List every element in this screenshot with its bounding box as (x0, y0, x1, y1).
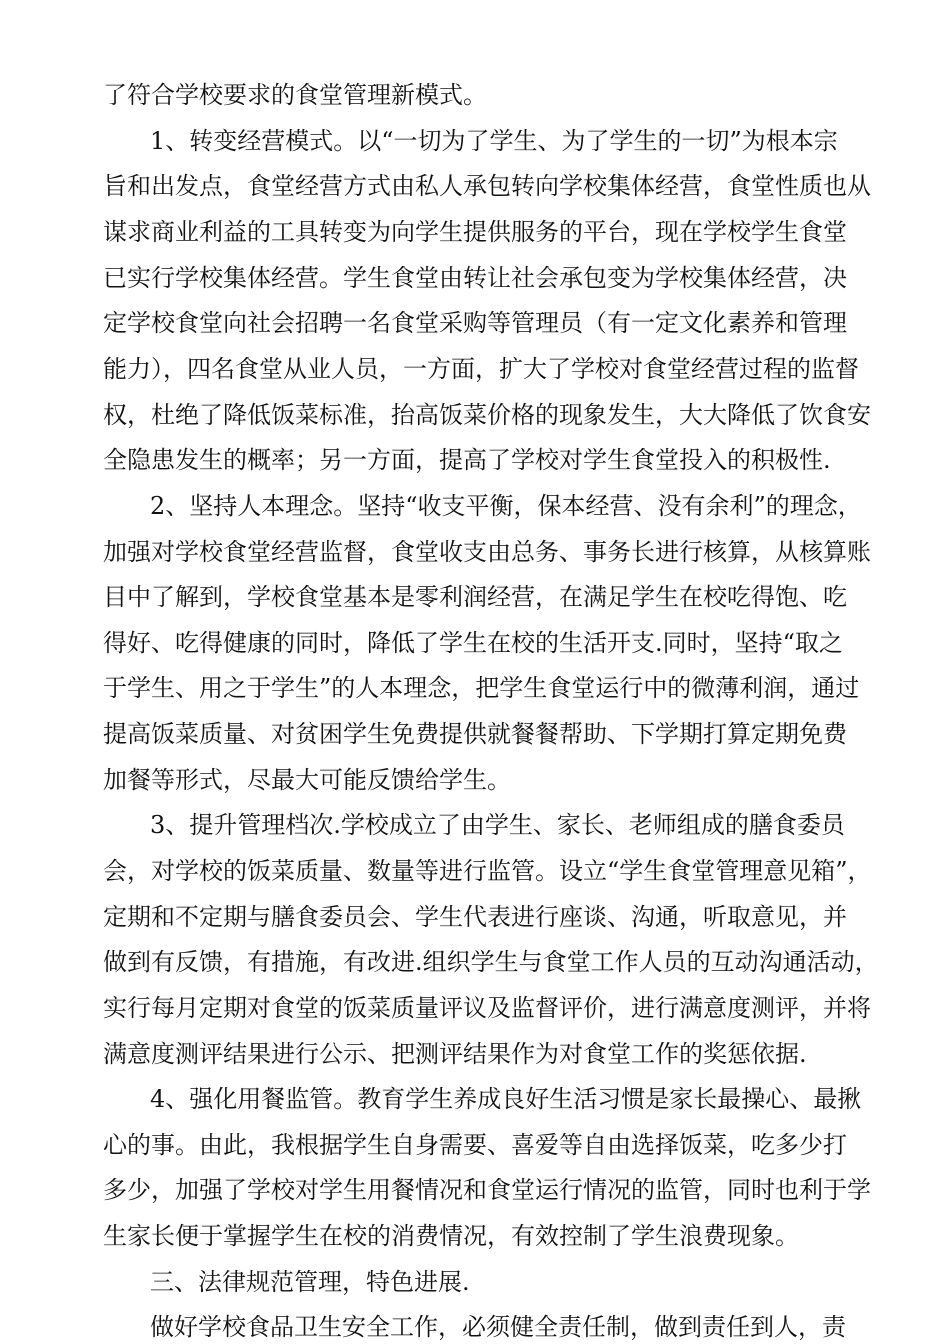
text-line: 能力），四名食堂从业人员，一方面，扩大了学校对食堂经营过程的监督 (103, 355, 859, 383)
text-line: 加餐等形式，尽最大可能反馈给学生。 (103, 766, 511, 794)
text-line: 满意度测评结果进行公示、把测评结果作为对食堂工作的奖惩依据. (103, 1040, 807, 1068)
text-line: 目中了解到，学校食堂基本是零利润经营，在满足学生在校吃得饱、吃 (103, 583, 847, 611)
text-line: 生家长便于掌握学生在校的消费情况，有效控制了学生浪费现象。 (103, 1222, 799, 1250)
text-line: 谋求商业利益的工具转变为向学生提供服务的平台，现在学校学生食堂 (103, 218, 847, 246)
text-line: 定学校食堂向社会招聘一名食堂采购等管理员（有一定文化素养和管理 (103, 309, 847, 337)
text-line: 4、强化用餐监管。教育学生养成良好生活习惯是家长最操心、最揪 (150, 1085, 862, 1113)
text-line: 3、提升管理档次.学校成立了由学生、家长、老师组成的膳食委员 (150, 811, 845, 839)
text-line: 加强对学校食堂经营监督，食堂收支由总务、事务长进行核算，从核算账 (103, 538, 871, 566)
text-line: 全隐患发生的概率；另一方面，提高了学校对学生食堂投入的积极性. (103, 446, 831, 474)
text-line: 于学生、用之于学生”的人本理念，把学生食堂运行中的微薄利润，通过 (103, 674, 860, 702)
text-line: 了符合学校要求的食堂管理新模式。 (103, 81, 487, 109)
text-line: 做到有反馈，有措施，有改进.组织学生与食堂工作人员的互动沟通活动， (103, 948, 879, 976)
text-line: 心的事。由此，我根据学生自身需要、喜爱等自由选择饭菜，吃多少打 (103, 1131, 847, 1159)
text-line: 提高饭菜质量、对贫困学生免费提供就餐餐帮助、下学期打算定期免费 (103, 720, 847, 748)
section-heading: 三、法律规范管理，特色进展. (150, 1268, 470, 1296)
text-line: 已实行学校集体经营。学生食堂由转让社会承包变为学校集体经营，决 (103, 264, 847, 292)
text-line: 1、转变经营模式。以“一切为了学生、为了学生的一切”为根本宗 (150, 127, 838, 155)
text-line: 多少，加强了学校对学生用餐情况和食堂运行情况的监管，同时也利于学 (103, 1176, 871, 1204)
text-line: 旨和出发点，食堂经营方式由私人承包转向学校集体经营，食堂性质也从 (103, 172, 871, 200)
text-line: 定期和不定期与膳食委员会、学生代表进行座谈、沟通，听取意见，并 (103, 903, 847, 931)
text-line: 权，杜绝了降低饭菜标准，抬高饭菜价格的现象发生，大大降低了饮食安 (103, 401, 871, 429)
text-line: 得好、吃得健康的同时，降低了学生在校的生活开支.同时，坚持“取之 (103, 629, 843, 657)
text-line: 2、坚持人本理念。坚持“收支平衡，保本经营、没有余利”的理念， (150, 492, 862, 520)
text-line: 实行每月定期对食堂的饭菜质量评议及监督评价，进行满意度测评，并将 (103, 994, 871, 1022)
text-line: 做好学校食品卫生安全工作，必须健全责任制，做到责任到人，责 (150, 1313, 846, 1341)
text-line: 会，对学校的饭菜质量、数量等进行监管。设立“学生食堂管理意见箱”， (103, 857, 872, 885)
